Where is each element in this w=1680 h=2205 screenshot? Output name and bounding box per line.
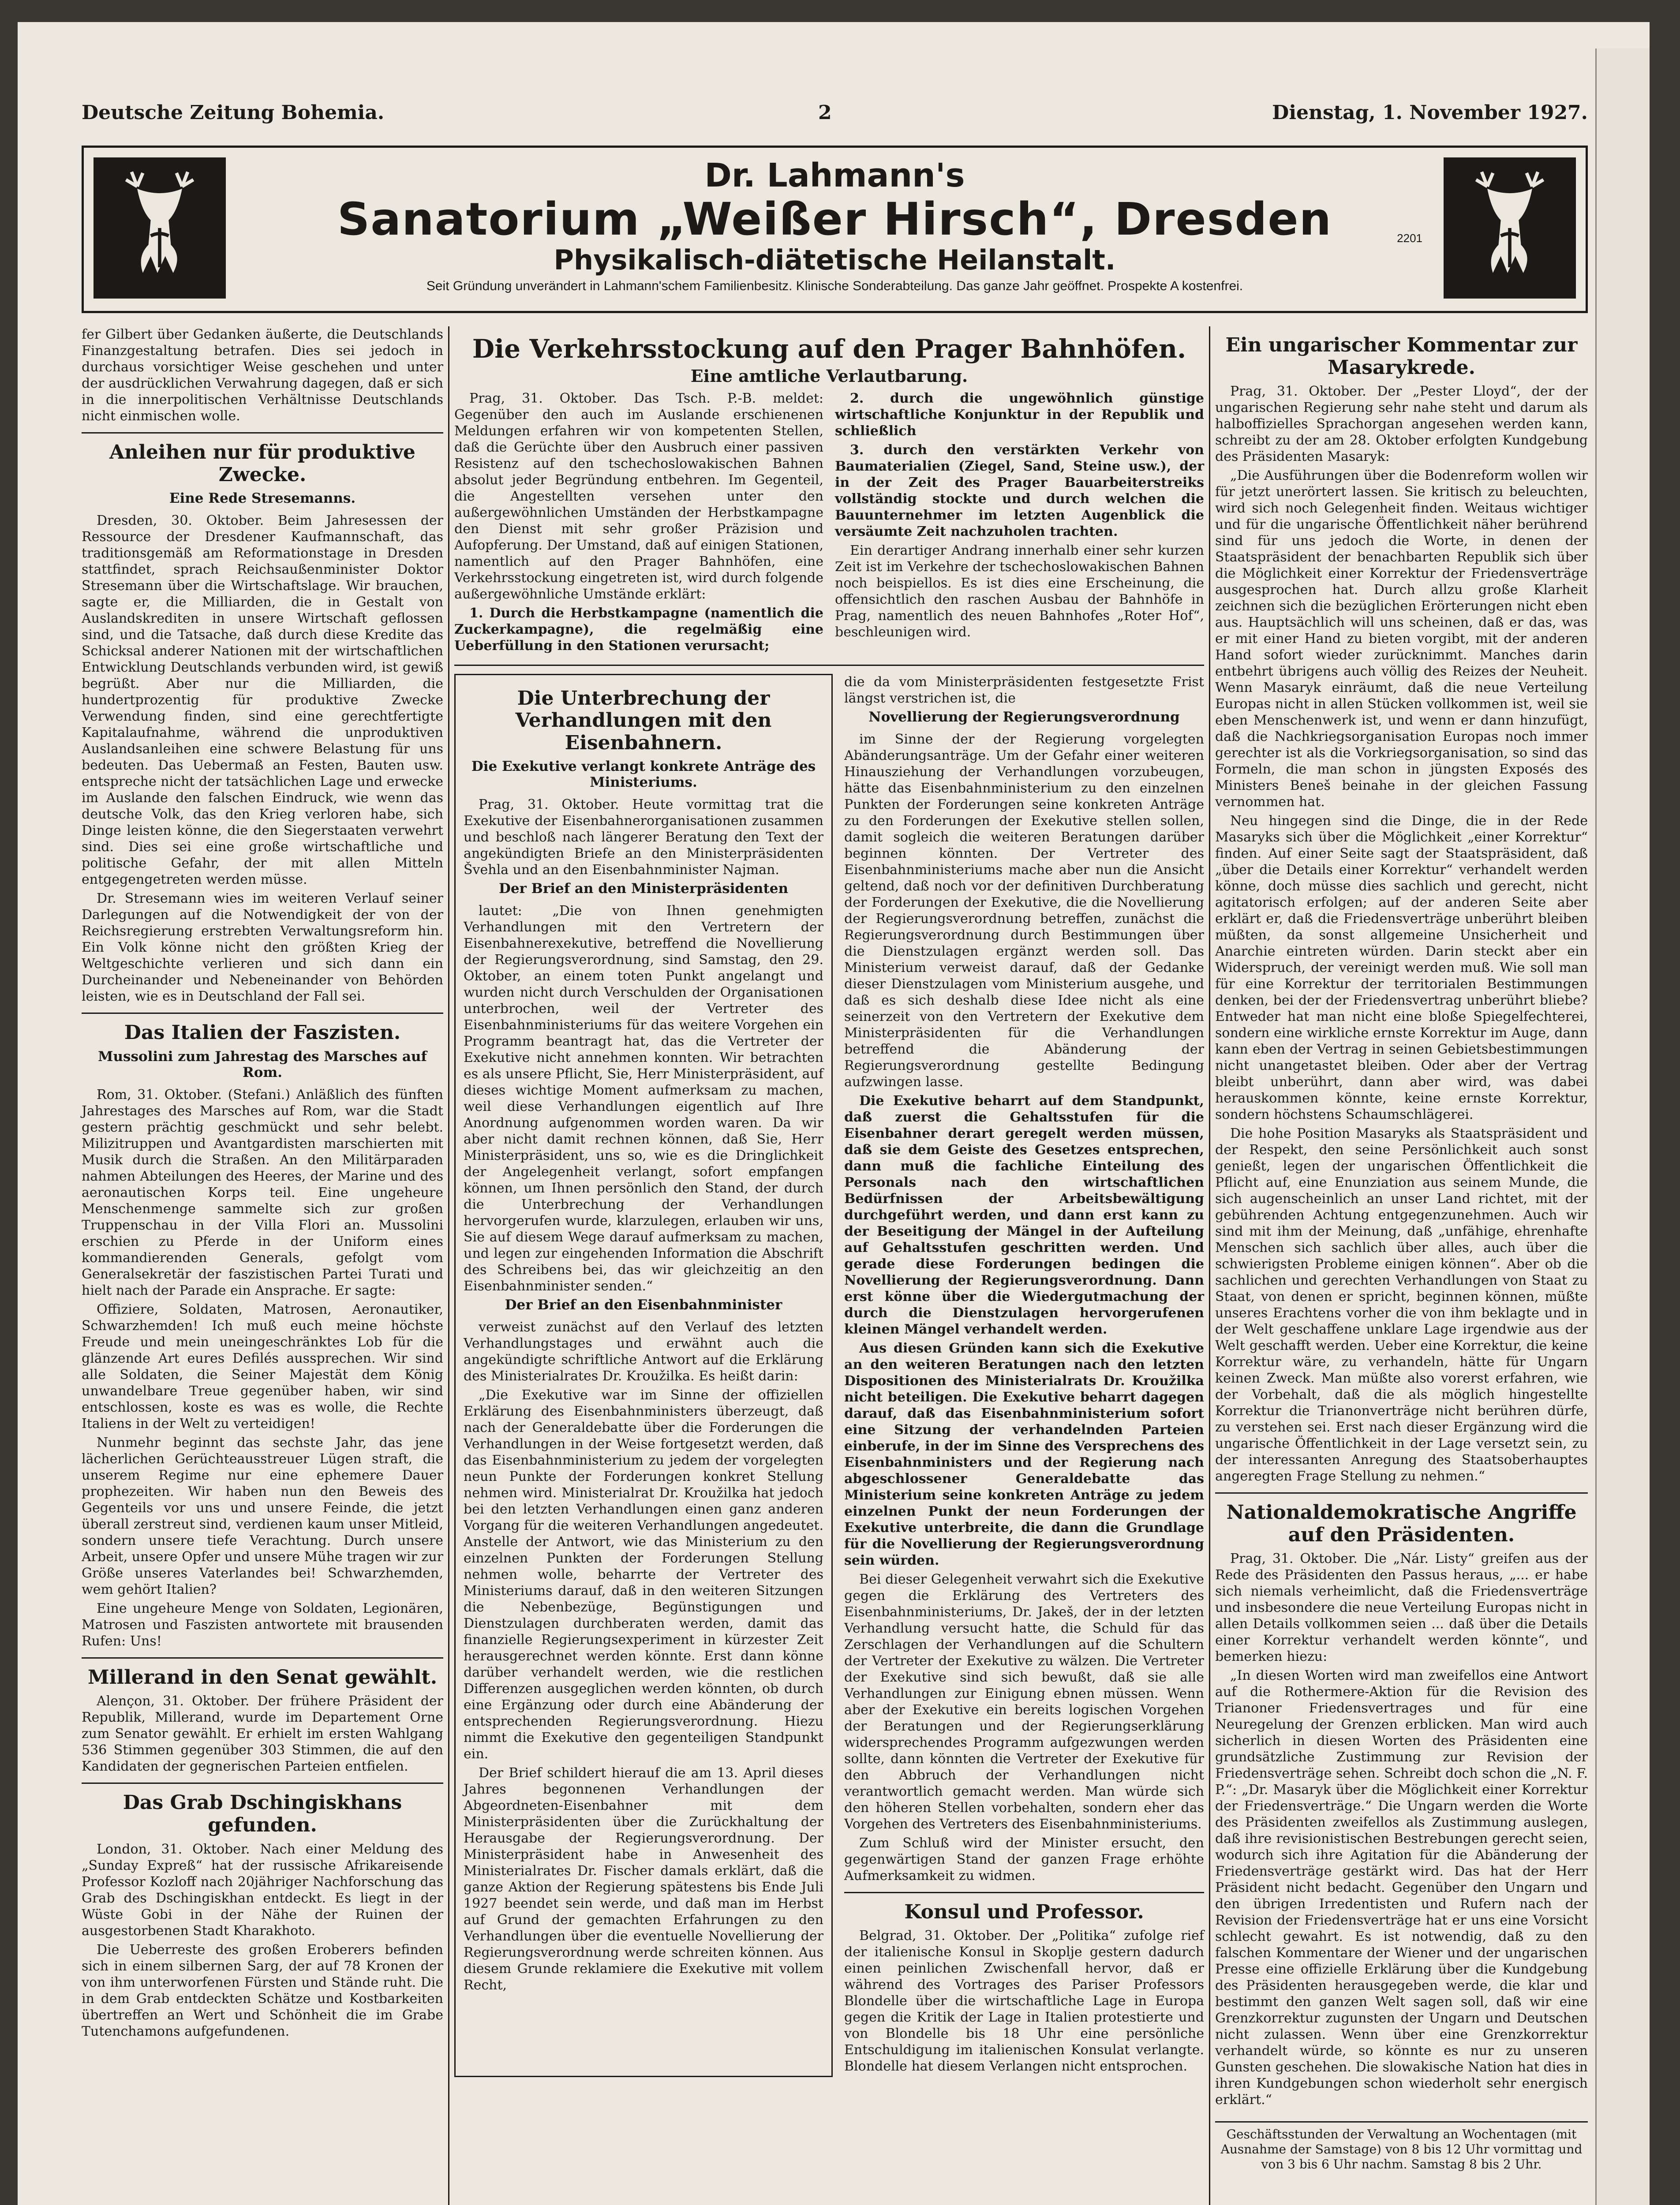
divider — [844, 1892, 1204, 1893]
ad-reference-number: 2201 — [1397, 232, 1422, 245]
article-subheadline: Eine Rede Stresemanns. — [169, 490, 356, 507]
article-paragraph: Zum Schluß wird der Minister ersucht, den gegenwärtigen Stand der ganzen Frage erhöhte Aufmerksamkeit zu widmen. — [844, 1835, 1204, 1884]
article-subheadline: Mussolini zum Jahrestag des Marsches auf Rom. — [98, 1048, 427, 1080]
article-headline: Konsul und Professor. — [904, 1900, 1144, 1923]
article-paragraph: Belgrad, 31. Oktober. Der „Politika“ zufolge rief der italienische Konsul in Skoplje gestern dadurch einen peinlichen Zwischenfall hervor, daß er während des Vortrages des Pariser Professors Blondelle über die wirtschaftliche Lage in Europa gegen die Kritik der Lage in Italien protestierte und von Blondelle bis 18 Uhr eine persönliche Entschuldigung im italienischen Konsulat verlangte. Blondelle hat diesem Verlangen nicht entsprochen. — [844, 1928, 1204, 2074]
lead-subheadline: Eine amtliche Verlautbarung. — [690, 366, 968, 386]
issue-date: Dienstag, 1. November 1927. — [1272, 101, 1588, 124]
article-paragraph: Dresden, 30. Oktober. Beim Jahresessen der Ressource der Dresdener Kaufmannschaft, das traditionsgemäß am Reformationstage in Dresden stattfindet, sprach Reichsaußenminister Doktor Stresemann über die Wirtschaftslage. Wir brauchen, sagte er, die Milliarden, die in Gestalt von Auslandskrediten in unsere Wirtschaft geflossen sind, und die Tatsache, daß durch diese Kredite das Schicksal anderer Nationen mit der wirtschaftlichen Entwicklung Deutschlands verbunden wird, ist gewiß begrüßt. Aber nur die Milliarden, die hundertprozentig für produktive Zwecke Verwendung finden, sind eine gerechtfertigte Kapitalaufnahme, während die unproduktiven Auslandsanleihen eine schwere Belastung für uns bedeuten. Das Uebermaß an Festen, Bauten usw. entspreche nicht der tatsächlichen Lage und erwecke im Auslande den falschen Eindruck, wie wenn das deutsche Volk, das den Krieg verloren habe, sich Dinge leisten könne, die den Siegerstaaten verwehrt sind. Dies sei eine große wirtschaftliche und politische Gefahr, der mit allen Mitteln entgegengetreten werden müsse. — [82, 513, 443, 888]
article-paragraph: Aus diesen Gründen kann sich die Exekutive an den weiteren Beratungen nach den letzten Dispositionen des Ministerialrats Dr. Kroužilka nicht beteiligen. Die Exekutive beharrt dagegen darauf, daß das Eisenbahnministerium sofort eine Sitzung der verhandelnden Parteien einberufe, in der im Sinne des Versprechens des Eisenbahnministers und der Regierung nach abgeschlossener Generaldebatte das Ministerium seine konkreten Anträge zu jedem einzelnen Punkt der neun Forderungen der Exekutive unterbreite, die dann die Grundlage für die Novellierung der Regierungsverordnung sein würden. — [844, 1340, 1204, 1568]
ad-line-1: Dr. Lahmann's — [704, 157, 965, 194]
column-center — [454, 326, 1204, 2077]
article-paragraph: Alençon, 31. Oktober. Der frühere Präsident der Republik, Millerand, wurde im Departement Orne zum Senator gewählt. Er erhielt im ersten Wahlgang 536 Stimmen gegenüber 303 Stimmen, die auf den Kandidaten der gegnerischen Parteien entfielen. — [82, 1693, 443, 1775]
article-paragraph: im Sinne der der Regierung vorgelegten Abänderungsanträge. Um der Gefahr einer weiteren Hinausziehung der Verhandlungen vorzubeugen, hätte das Eisenbahnministerium zu den einzelnen Punkten der Forderungen seine konkreten Anträge zu den Forderungen der Exekutive stellen sollen, damit sogleich die weiteren Beratungen darüber beginnen könnten. Der Vertreter des Eisenbahnministeriums mache aber nun die Ansicht geltend, daß noch vor der definitiven Durchberatung der Forderungen der Exekutive, die die Novellierung der Regierungsverordnung betreffen, zunächst die Regierungsverordnung durch Bestimmungen über die Dienstzulagen ergänzt werden soll. Das Ministerium verweist darauf, daß der Gedanke dieser Dienstzulagen vom Ministerium ausgehe, und daß es sich deshalb diese Idee nicht als eine seinerzeit von den Vertretern der Exekutive dem Ministerpräsidenten für die Verhandlungen betreffend die Abänderung der Regierungsverordnung gestellte Bedingung aufzwingen lasse. — [844, 731, 1204, 1090]
article-paragraph: „In diesen Worten wird man zweifellos eine Antwort auf die Rothermere-Aktion für die Revision des Trianoner Friedensvertrages und für eine Neuregelung der Grenzen erblicken. Man wird auch sicherlich in diesen Worten des Präsidenten eine grundsätzliche Zustimmung zur Revision der Friedensverträge sehen. Schreibt doch schon die „N. F. P.“: „Dr. Masaryk über die Möglichkeit einer Korrektur der Friedensverträge.“ Die Ungarn werden die Worte des Präsidenten zweifellos als Zustimmung auslegen, daß ihre revisionistischen Bestrebungen gerecht seien, wodurch sich ihre Agitation für die Abänderung der Friedensverträge gestärkt wird. Das hat der Herr Präsident nicht bedacht. Gegenüber den Ungarn und den übrigen Irredentisten und Rufern nach der Revision der Friedensverträge hat er uns eine Vorsicht schlecht gewahrt. Es ist notwendig, daß zu den falschen Kommentare der Wiener und der ungarischen Presse eine offizielle Erklärung über die Kundgebung des Präsidenten herausgegeben werde, die klar und bestimmt den ganzen Welt sagen soll, daß wir eine Grenzkorrektur zugunsten der Ungarn und Deutschen nicht zulassen. Wenn über eine Grenzkorrektur verhandelt würde, so könnte es nur zu unseren Gunsten geschehen. Die slowakische Nation hat dies in ihren Kundgebungen schon wiederholt sehr energisch erklärt.“ — [1215, 1668, 1588, 2108]
section-heading: Der Brief an den Eisenbahnminister — [505, 1297, 782, 1313]
article-paragraph: Prag, 31. Oktober. Das Tsch. P.-B. meldet: Gegenüber den auch im Auslande erschienenen Meldungen erfahren wir von kompetenten Stellen, daß die Gerüchte über den Ausbruch einer passiven Resistenz auf den tschechoslowakischen Bahnen absolut jeder Begründung entbehren. Im Gegenteil, die Angestellten versehen unter den außergewöhnlichen Umständen der Herbstkampagne den Dienst mit sehr großer Präzision und Aufopferung. Der Umstand, daß auf einigen Stationen, namentlich auf den Prager Bahnhöfen, eine Verkehrsstockung eingetreten ist, wird durch folgende außergewöhnliche Umstände erklärt: — [454, 390, 823, 602]
boxed-article — [454, 674, 833, 2078]
section-heading: Novellierung der Regierungsverordnung — [868, 709, 1180, 725]
divider — [82, 432, 443, 434]
article-paragraph: London, 31. Oktober. Nach einer Meldung des „Sunday Expreß“ hat der russische Afrikareisende Professor Kozloff nach 20jähriger Nachforschung das Grab des Dschingiskhan entdeckt. Es liegt in der Wüste Gobi in der Nähe der Ruinen der ausgestorbenen Stadt Kharakhoto. — [82, 1841, 443, 1939]
article-headline: Das Italien der Faszisten. — [124, 1021, 401, 1044]
article-headline: Nationaldemokratische Angriffe auf den Präsidenten. — [1226, 1501, 1577, 1546]
ad-text-block — [236, 156, 1433, 296]
article-headline: Anleihen nur für produktive Zwecke. — [109, 441, 415, 486]
stag-emblem-icon — [94, 157, 226, 299]
article-paragraph: die da vom Ministerpräsidenten festgesetzte Frist längst verstrichen ist, die — [844, 674, 1204, 706]
article-paragraph: Die hohe Position Masaryks als Staatspräsident und der Respekt, den seine Persönlichkeit auch sonst genießt, legen der ungarischen Öffentlichkeit die Pflicht auf, eine Enunziation aus seinem Munde, die sich augenscheinlich an unser Land richtet, mit der gebührenden Achtung entgegenzunehmen. Auch wir sind mit ihm der Meinung, daß „unfähige, ehrenhafte Menschen sich sachlich über alles, auch über die schwierigsten Probleme einigen können“. Aber ob die sachlichen und gerechten Verhandlungen von Staat zu Staat, von denen er spricht, beginnen können, müßte unseres Erachtens vorher die von ihm beklagte und in der Welt geschaffene unklare Lage irgendwie aus der Welt geschafft werden. Ueber eine Korrektur, die keine Korrektur wäre, zu verhandeln, hätte für Ungarn keinen Zweck. Man müßte also vorerst erfahren, wie der Vorbehalt, daß die als möglich hingestellte Korrektur die Trianonverträge nicht berühren dürfe, zu verstehen sei. Erst nach dieser Ergänzung wird die ungarische Öffentlichkeit in der Lage versetzt sein, zu der interessanten Anregung des Staatsoberhauptes angeregten Frage Stellung zu nehmen.“ — [1215, 1126, 1588, 1484]
page-edge — [1595, 49, 1650, 2205]
lead-headline: Die Verkehrsstockung auf den Prager Bahnhöfen. — [472, 334, 1186, 364]
article-paragraph: Die Ueberreste des großen Eroberers befinden sich in einem silbernen Sarg, der auf 78 Kronen der von ihm unterworfenen Fürsten und Stände ruht. Die in dem Grab entdeckten Schätze und Kostbarkeiten übertreffen an Wert und Schönheit die im Grabe Tutenchamons aufgefundenen. — [82, 1942, 443, 2039]
ad-line-2: Sanatorium „Weißer Hirsch“, Dresden — [337, 193, 1332, 246]
divider — [82, 1657, 443, 1659]
article-paragraph: Dr. Stresemann wies im weiteren Verlauf seiner Darlegungen auf die Notwendigkeit der von der Reichsregierung erstrebten Verwaltungsreform hin. Ein Volk könne nicht den größten Krieg der Weltgeschichte verlieren und sich dann ein Durcheinander und Nebeneinander von Behörden leisten, wie es in Deutschland der Fall sei. — [82, 891, 443, 1005]
divider — [82, 1013, 443, 1014]
article-paragraph: Rom, 31. Oktober. (Stefani.) Anläßlich des fünften Jahrestages des Marsches auf Rom, war die Stadt gestern prächtig geschmückt und sehr belebt. Milizitruppen und Avantgardisten marschierten mit Musik durch die Straßen. An den Militärparaden nahmen Abteilungen des Heeres, der Marine und des aeronautischen Korps teil. Eine ungeheure Menschenmenge sammelte sich zur großen Truppenschau in der Villa Flori an. Mussolini erschien zu Pferde in der Uniform eines kommandierenden Generals, gefolgt vom Generalsekretär der faszistischen Partei Turati und hielt nach der Parade ein Ansprache. Er sagte: — [82, 1087, 443, 1298]
railway-article — [454, 674, 1204, 2078]
article-headline: Die Unterbrechung der Verhandlungen mit den Eisenbahnern. — [515, 687, 772, 754]
article-paragraph: Prag, 31. Oktober. Der „Pester Lloyd“, der der ungarischen Regierung sehr nahe steht und darum als halboffizielles Sprachorgan angesehen werden kann, schreibt zu der am 28. Oktober erfolgten Kundgebung des Präsidenten Masaryk: — [1215, 384, 1588, 465]
sanatorium-advertisement — [82, 146, 1588, 313]
article-paragraph: Prag, 31. Oktober. Die „Nár. Listy“ greifen aus der Rede des Präsidenten den Passus heraus, „... er habe sich niemals verheimlicht, daß die Friedensverträge und insbesondere die neue Verteilung Europas nicht in allen Details vollkommen seien ... daß über die Details einer Korrektur verhandelt werden könnte“, und bemerken hiezu: — [1215, 1551, 1588, 1665]
page-number: 2 — [818, 101, 832, 124]
ad-line-3: Physikalisch-diätetische Heilanstalt. — [554, 244, 1116, 276]
article-paragraph: Nunmehr beginnt das sechste Jahr, das jene lächerlichen Gerüchteausstreuer Lügen straft, die unserem Regime nur eine ephemere Dauer prophezeiten. Wir haben nun den Beweis des Gegenteils vor uns und unsere Feinde, die jetzt überall zerstreut sind, verdienen kaum unser Mitleid, sondern unsere tiefe Verachtung. Durch unsere Arbeit, unsere Opfer und unsere Mühe tragen wir zur Größe unseres Vaterlandes bei! Schwarzhemden, wem gehört Italien? — [82, 1435, 443, 1597]
article-paragraph: Offiziere, Soldaten, Matrosen, Aeronautiker, Schwarzhemden! Ich muß euch meine höchste Freude und mein uneingeschränktes Lob für die glänzende Art eures Defilés aussprechen. Wir sind alle Soldaten, die Seiner Majestät dem König unwandelbare Treue gegenüber haben, wir sind entschlossen, koste es was es wolle, die Rechte Italiens in der Welt zu verteidigen! — [82, 1301, 443, 1431]
article-paragraph: „Die Exekutive war im Sinne der offiziellen Erklärung des Eisenbahnministers überzeugt, daß nach der Generaldebatte über die Forderungen die Verhandlungen in der Weise fortgesetzt werden, daß das Eisenbahnministerium zu jedem der vorgelegten neun Punkte der Forderungen konkret Stellung nehmen wird. Ministerialrat Dr. Kroužilka hat jedoch bei den letzten Verhandlungen einen ganz anderen Vorgang für die weiteren Verhandlungen angedeutet. Anstelle der Antwort, wie das Ministerium zu den einzelnen Punkten der Forderungen Stellung nehmen wolle, beharrte der Vertreter des Ministeriums darauf, daß in den weiteren Sitzungen die Nebenbezüge, Begünstigungen und Dienstzulagen durchberaten werden, damit das finanzielle Regierungsexperiment in kürzester Zeit herausgerechnet werden könnte. Erst dann könne darüber verhandelt werden, wie die restlichen Differenzen ausgeglichen werden könnten, ob durch eine Ergänzung oder durch eine Abänderung der entsprechenden Regierungsverordnung. Hiezu nimmt die Exekutive den gegenteiligen Standpunkt ein. — [464, 1387, 823, 1762]
article-paragraph: verweist zunächst auf den Verlauf des letzten Verhandlungstages und erwähnt auch die angekündigte schriftliche Antwort auf die Erklärung des Ministerialrates Dr. Kroužilka. Es heißt darin: — [464, 1319, 823, 1384]
article-paragraph: Bei dieser Gelegenheit verwahrt sich die Exekutive gegen die Erklärung des Vertreters des Eisenbahnministeriums, Dr. Jakeš, der in der letzten Verhandlung versucht hatte, die Schuld für das Zerschlagen der Verhandlungen auf die Schultern der Vertreter der Exekutive zu wälzen. Die Vertreter der Exekutive sind sich bewußt, daß sie alle Verhandlungen zur Einigung ebnen müssen. Wenn aber der Exekutive ein bereits logischen Vorgehen der Beratungen und der Regierungserklärung widersprechendes Programm aufgezwungen werden sollte, dann könnten die Vertreter der Exekutive für den Abbruch der Verhandlungen nicht verantwortlich gemacht werden. Man würde sich den höheren Stellen vorbehalten, sondern eher das Vorgehen des Vertreters des Eisenbahnministeriums. — [844, 1571, 1204, 1832]
section-heading: Der Brief an den Ministerpräsidenten — [498, 881, 789, 897]
article-paragraph: Eine ungeheure Menge von Soldaten, Legionären, Matrosen und Faszisten antwortete mit brausenden Rufen: Uns! — [82, 1600, 443, 1649]
divider — [1215, 1492, 1588, 1494]
article-paragraph: Ein derartiger Andrang innerhalb einer sehr kurzen Zeit ist im Verkehre der tschechoslowakischen Bahnen noch beispiellos. Es ist dies eine Erscheinung, die offensichtlich den raschen Ausbau der Bahnhöfe in Prag, namentlich des neuen Bahnhofes „Roter Hof“, beschleunigen wird. — [835, 542, 1204, 640]
article-list-item: 2. durch die ungewöhnlich günstige wirtschaftliche Konjunktur in der Republik und schließlich — [835, 390, 1204, 439]
article-headline: Ein ungarischer Kommentar zur Masarykrede. — [1225, 334, 1578, 379]
article-paragraph: Neu hingegen sind die Dinge, die in der Rede Masaryks sich über die Möglichkeit „einer Korrektur“ finden. Auf einer Seite sagt der Staatspräsident, daß „über die Details einer Korrektur“ verhandelt werden könne, doch müsse dies sachlich und gerecht, nicht agitatorisch erfolgen; auf der anderen Seite aber erklärt er, daß die Friedensverträge unberührt bleiben müßten, da sonst allgemeine Unsicherheit und Anarchie eintreten würden. Darin steckt aber ein Widerspruch, der vereinigt werden muß. Wie soll man für eine Korrektur der territorialen Bestimmungen denken, bei der der Friedensvertrag unberührt bliebe? Entweder hat man nicht eine bloße Spiegelfechterei, sondern eine wirkliche ernste Korrektur im Auge, dann kann eben der Vertrag in seinen Gebietsbestimmungen nicht unangetastet bleiben. Oder aber der Vertrag bleibt unberührt, dann aber wird, was dabei herauskommen könnte, keine ernste Korrektur, sondern höchstens Schaumschlägerei. — [1215, 813, 1588, 1123]
article-paragraph: Prag, 31. Oktober. Heute vormittag trat die Exekutive der Eisenbahnerorganisationen zusammen und beschloß nach längerer Beratung den Text der angekündigten Briefe an den Ministerpräsidenten Švehla und an den Eisenbahnminister Najman. — [464, 797, 823, 878]
article-headline: Das Grab Dschingiskhans gefunden. — [123, 1791, 402, 1836]
stag-emblem-icon — [1444, 157, 1576, 299]
office-hours-notice: Geschäftsstunden der Verwaltung an Wochentagen (mit Ausnahme der Samstage) von 8 bis 12 Uhr vormittag und von 3 bis 6 Uhr nachm. Samstag 8 bis 2 Uhr. — [1215, 2121, 1588, 2172]
column-left — [82, 326, 443, 2042]
article-paragraph: lautet: „Die von Ihnen genehmigten Verhandlungen mit den Vertretern der Eisenbahnerexekutive, betreffend die Novellierung der Regierungsverordnung, sind Samstag, den 29. Oktober, an einem toten Punkt angelangt und wurden nicht durch Verschulden der Organisationen unterbrochen, weil der Vertreter des Eisenbahnministeriums für das weitere Vorgehen ein Programm beantragt hat, das die Vertreter der Exekutive nicht annehmen konnten. Wir betrachten es als unsere Pflicht, Sie, Herr Ministerpräsident, auf dieses wichtige Moment aufmerksam zu machen, weil diese Verhandlungen eigentlich auf Ihre Anordnung aufgenommen worden waren. Da wir aber nicht damit rechnen können, daß Sie, Herr Ministerpräsident, uns so, wie es die Dringlichkeit der Angelegenheit verlangt, sofort empfangen können, um Ihnen persönlich den Stand, der durch die Unterbrechung der Verhandlungen hervorgerufen wurde, klarzulegen, erlauben wir uns, Sie auf diesem Wege darauf aufmerksam zu machen, und legen zur eingehenden Information die Abschrift des Schreibens bei, das wir gleichzeitig an den Eisenbahnminister senden.“ — [464, 903, 823, 1294]
divider — [454, 665, 1204, 666]
lead-article-body — [454, 390, 1204, 657]
article-paragraph: Die Exekutive beharrt auf dem Standpunkt, daß zuerst die Gehaltsstufen für die Eisenbahner derart geregelt werden müssen, daß sie dem Geiste des Gesetzes entsprechen, dann muß die fachliche Einteilung des Personals nach den wirtschaftlichen Bedürfnissen der Arbeitsbewältigung durchgeführt werden, und dann erst kann zu der Beseitigung der Mängel in der Aufteilung auf Gehaltsstufen geschritten werden. Und gerade diese Forderungen bedingen die Novellierung der Regierungsverordnung. Dann erst könne über die Wiedergutmachung der durch die Dienstzulagen hervorgerufenen kleinen Mängel verhandelt werden. — [844, 1093, 1204, 1337]
article-subheadline: Die Exekutive verlangt konkrete Anträge des Ministeriums. — [471, 759, 816, 791]
article-list-item: 3. durch den verstärkten Verkehr von Baumaterialien (Ziegel, Sand, Steine usw.), der in der Zeit des Prager Bauarbeiterstreiks vollständig stockte und durch welchen die Bauunternehmer im letzten Augenblick die versäumte Zeit nachzuholen trachten. — [835, 442, 1204, 539]
divider — [82, 1783, 443, 1784]
masthead-name: Deutsche Zeitung Bohemia. — [82, 101, 385, 124]
continued-text: fer Gilbert über Gedanken äußerte, die Deutschlands Finanzgestaltung betrafen. Dies sei jedoch in durchaus vorsichtiger Weise geschehen und unter der ausdrücklichen Verwahrung dagegen, daß er sich in die innerpolitischen Verhältnisse Deutschlands nicht einmischen wolle. — [82, 327, 443, 424]
column-rule — [448, 326, 449, 2205]
article-paragraph: „Die Ausführungen über die Bodenreform wollen wir für jetzt unerörtert lassen. Sie kritisch zu beleuchten, wird sich noch Gelegenheit finden. Weitaus wichtiger und für die ungarische Öffentlichkeit näher berührend sind für uns jedoch die Worte, in denen der Staatspräsident der benachbarten Republik sich über die Möglichkeit einer Korrektur der Friedensverträge ausgesprochen hat. Durch allzu große Klarheit zeichnen sich die bezüglichen Erörterungen nicht eben aus. Hauptsächlich will uns scheinen, daß er das, was er mit einer Hand zu bieten vorgibt, mit der anderen Hand sofort wieder zurücknimmt. Manches darin entbehrt übrigens auch völlig des Reizes der Neuheit. Wenn Masaryk einräumt, daß die neue Verteilung Europas nicht in allen Stücken vollkommen ist, weil sie eben Menschenwerk ist, und wenn er dann hinzufügt, daß die Nachkriegsorganisation Europas noch immer gerechter ist als die Vorkriegsorganisation, so sind das Formeln, die man schon in jüngsten Exposés des Ministers Beneš beinahe in der gleichen Fassung vernommen hat. — [1215, 468, 1588, 810]
running-head — [82, 101, 1588, 132]
column-right — [1215, 326, 1588, 2172]
column-rule — [1209, 326, 1210, 2205]
article-headline: Millerand in den Senat gewählt. — [87, 1666, 438, 1689]
ad-line-4: Seit Gründung unverändert in Lahmann'schem Familienbesitz. Klinische Sonderabteilung. Das ganze Jahr geöffnet. Prospekte A kostenfrei. — [426, 279, 1243, 293]
article-list-item: 1. Durch die Herbstkampagne (namentlich die Zuckerkampagne), die regelmäßig eine Ueberfüllung in den Stationen verursacht; — [454, 605, 823, 654]
article-paragraph: Der Brief schildert hierauf die am 13. April dieses Jahres begonnenen Verhandlungen der Abgeordneten-Eisenbahner mit dem Ministerpräsidenten über die Zurückhaltung der Herausgabe der Regierungsverordnung. Der Ministerpräsident habe in Anwesenheit des Ministerialrates Dr. Fischer damals erklärt, daß die ganze Aktion der Regierung spätestens bis Ende Juli 1927 beendet sein werde, und daß man im Herbst auf Grund der gemachten Erfahrungen zu den Verhandlungen über die eventuelle Novellierung der Regierungsverordnung werde schreiten können. Aus diesem Grunde reklamiere die Exekutive mit vollem Recht, — [464, 1765, 823, 1993]
